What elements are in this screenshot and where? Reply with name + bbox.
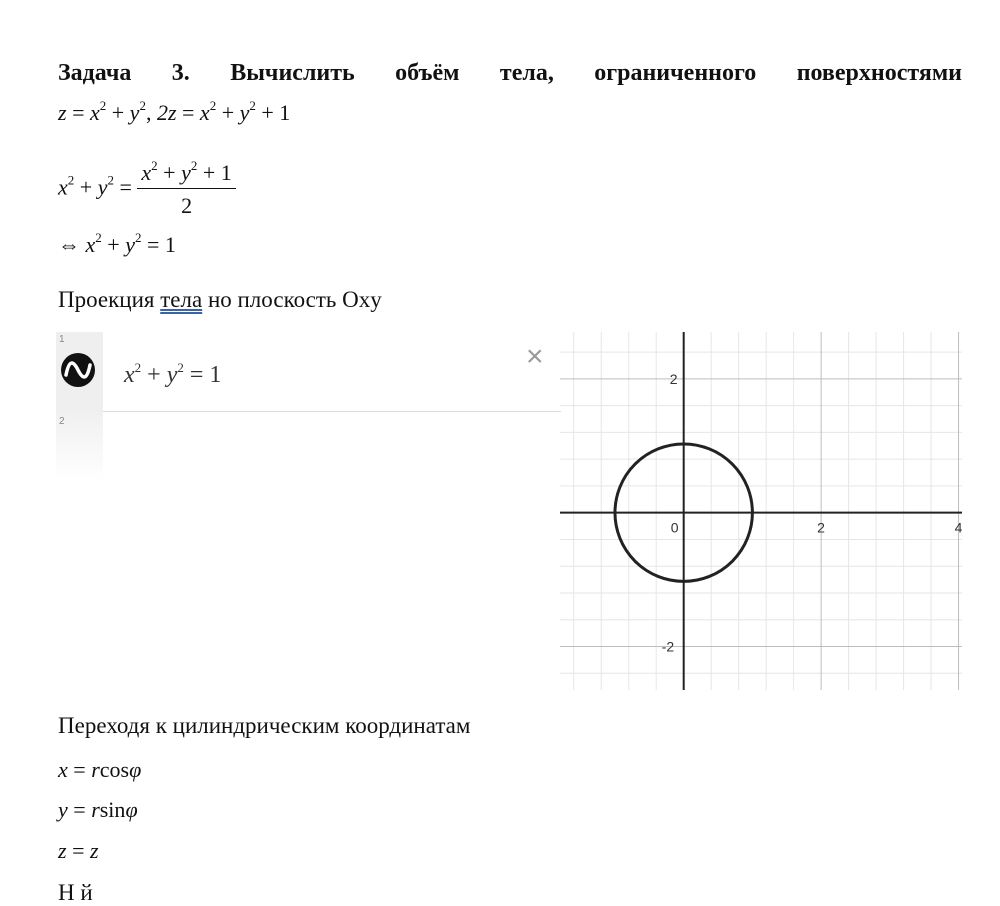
row-number-1: 1 bbox=[59, 334, 65, 345]
y-tick-label: -2 bbox=[661, 638, 675, 655]
problem-title: Задача 3. Вычислить объём тела, ограниченного поверхностями bbox=[58, 60, 962, 86]
circle-equation: ⇔ $x^2 + y^2 = 1$ bbox=[58, 230, 176, 257]
cut-off-text: Н й bbox=[58, 880, 93, 905]
expression-row-1-gutter[interactable] bbox=[56, 332, 103, 412]
cyl-y-equation: y = rsinφ bbox=[58, 797, 138, 822]
close-icon[interactable]: × bbox=[526, 340, 544, 373]
row-divider bbox=[103, 411, 561, 412]
row-number-2: 2 bbox=[59, 416, 65, 427]
desmos-expression-panel bbox=[56, 332, 561, 602]
fraction: $\frac{x^2 + y^2 + 1}{2}$ bbox=[137, 160, 235, 219]
y-tick-label: 2 bbox=[669, 370, 678, 387]
graph-canvas[interactable] bbox=[560, 332, 962, 690]
desmos-logo-icon bbox=[60, 352, 96, 388]
expression-input-1[interactable]: $x^2 + y^2 = 1$ bbox=[124, 360, 222, 388]
x-tick-label: 4 bbox=[954, 519, 962, 536]
x-tick-label: 2 bbox=[817, 519, 825, 536]
surfaces-equation: $z = x^2 + y^2$, $2z = x^2 + y^2 + 1$ bbox=[58, 98, 291, 125]
cyl-z-equation: z = z bbox=[58, 838, 99, 863]
cyl-x-equation: x = rcosφ bbox=[58, 757, 142, 782]
projection-text: Проекция тела но плоскость Oxy bbox=[58, 287, 382, 312]
x-tick-label: 0 bbox=[670, 519, 679, 536]
intersection-equation: $x^2 + y^2$ = $\frac{x^2 + y^2 + 1}{2}$ bbox=[58, 160, 236, 219]
cylindrical-text: Переходя к цилиндрическим координатам bbox=[58, 713, 471, 738]
expression-row-2-gutter[interactable] bbox=[56, 412, 103, 482]
